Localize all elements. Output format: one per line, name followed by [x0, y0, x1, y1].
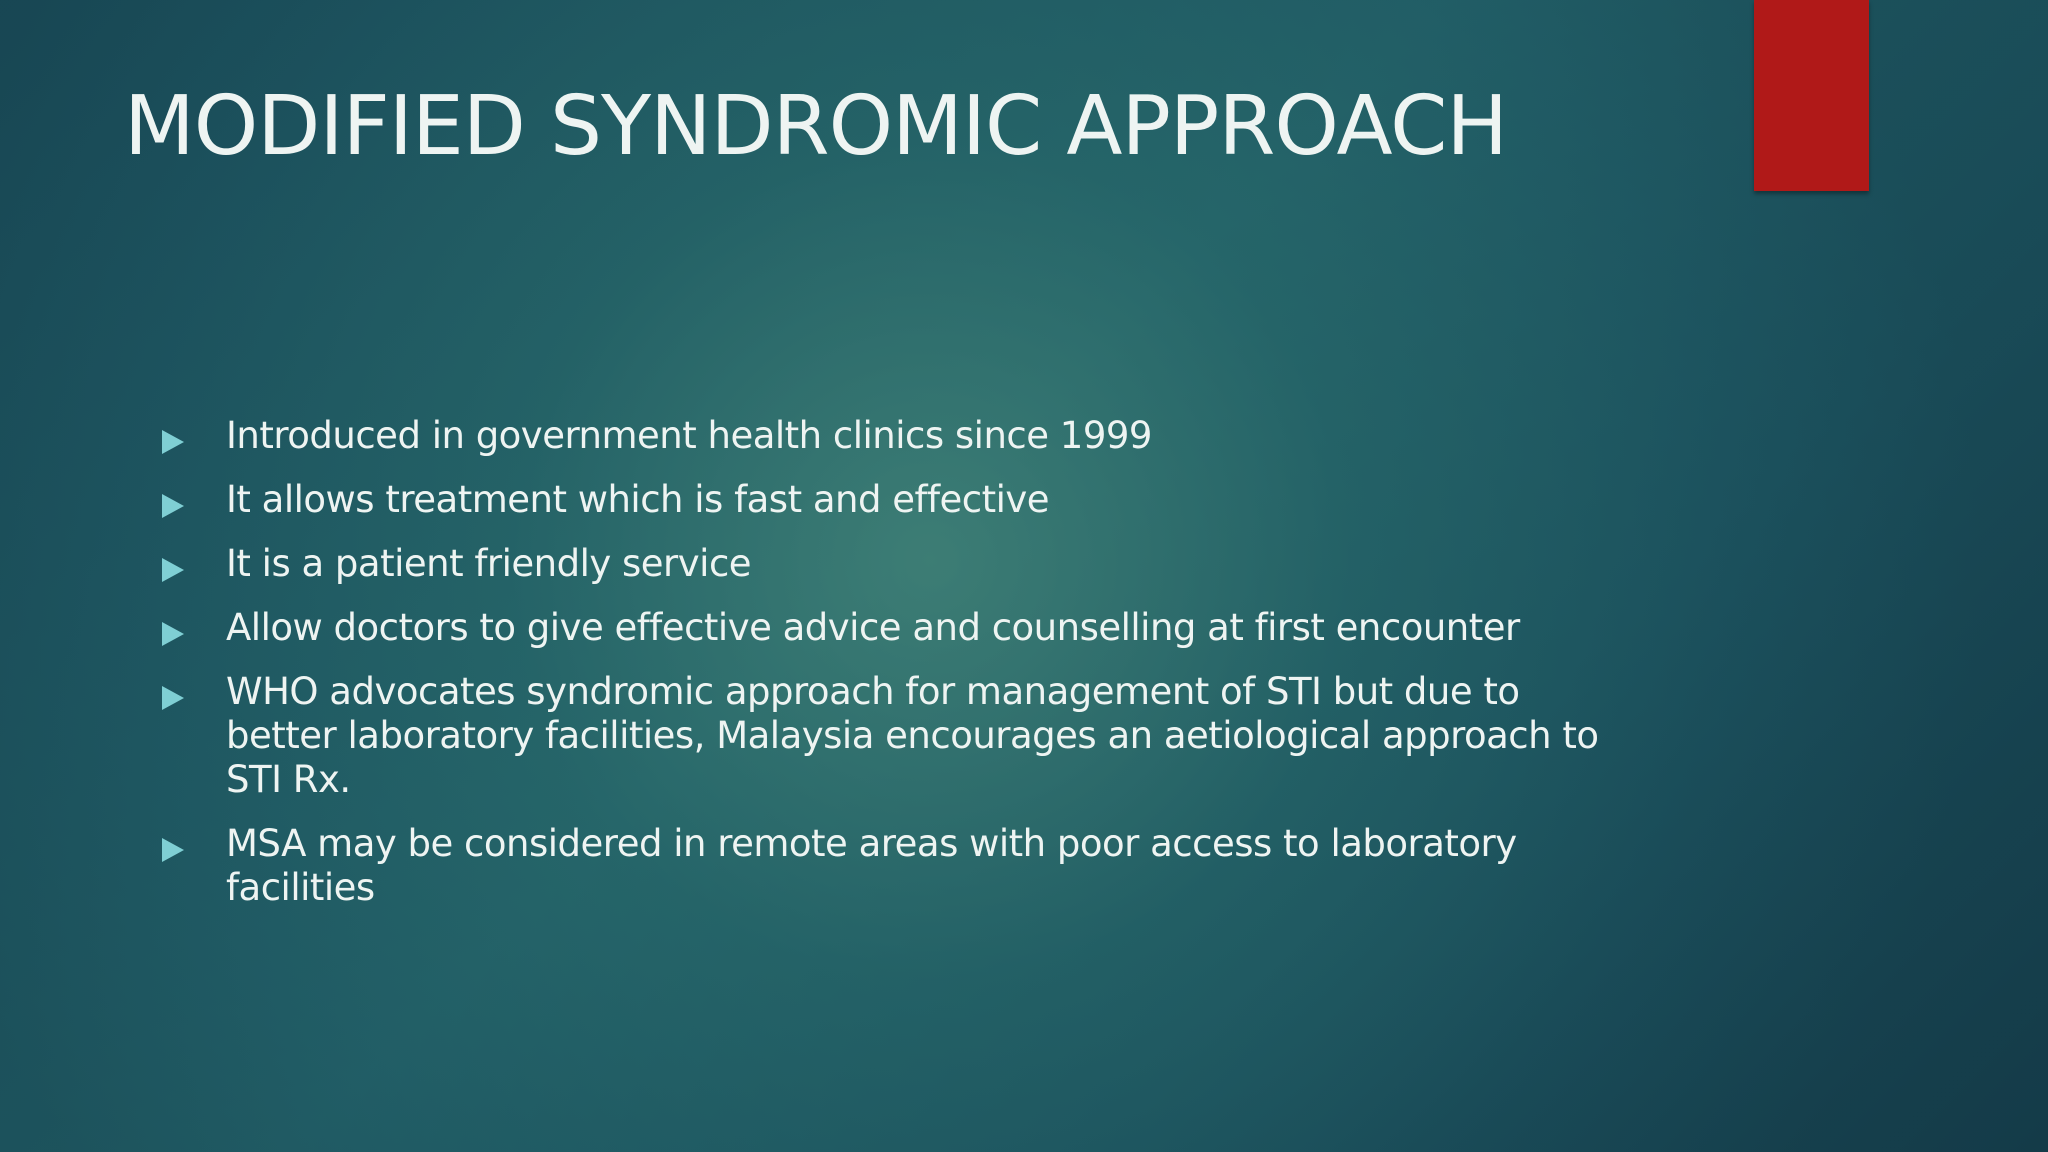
- bullet-arrow-icon: [162, 494, 184, 518]
- bullet-text: It allows treatment which is fast and effective: [226, 478, 1050, 521]
- bullet-list: [152, 414, 1602, 930]
- bullet-arrow-icon: [162, 686, 184, 710]
- bullet-text: Allow doctors to give effective advice and counselling at first encounter: [226, 606, 1520, 649]
- bullet-text: Introduced in government health clinics since 1999: [226, 414, 1152, 457]
- bullet-item: [152, 478, 1602, 522]
- bullet-item: [152, 542, 1602, 586]
- bullet-arrow-icon: [162, 558, 184, 582]
- bullet-arrow-icon: [162, 838, 184, 862]
- accent-bar: [1754, 0, 1869, 191]
- slide-title: MODIFIED SYNDROMIC APPROACH: [124, 79, 1508, 174]
- bullet-item: [152, 822, 1602, 910]
- bullet-arrow-icon: [162, 430, 184, 454]
- bullet-item: [152, 414, 1602, 458]
- bullet-text: MSA may be considered in remote areas with poor access to laboratory facilities: [226, 822, 1517, 909]
- bullet-text: It is a patient friendly service: [226, 542, 752, 585]
- bullet-item: [152, 670, 1602, 802]
- bullet-text: WHO advocates syndromic approach for management of STI but due to better laboratory facilities, Malaysia encourages an aetiological approach to STI Rx.: [226, 670, 1599, 801]
- bullet-arrow-icon: [162, 622, 184, 646]
- bullet-item: [152, 606, 1602, 650]
